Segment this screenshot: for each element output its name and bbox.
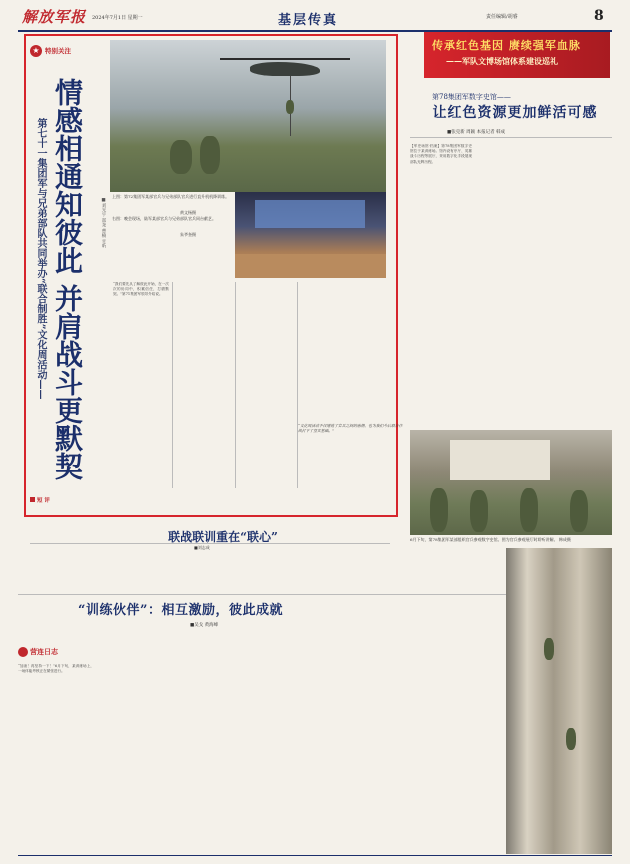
soldier-shape: [544, 638, 554, 660]
section-title: 基层传真: [278, 13, 339, 28]
banner-title: 传承红色基因 赓续强军血脉: [432, 39, 581, 52]
feature-headline: 情感相通知彼此 并肩战斗更默契: [51, 78, 84, 480]
feature-byline: ■刘光宇 郑尧 曹楠 甘昕: [101, 198, 106, 248]
column-rule: [235, 282, 236, 488]
newspaper-logo: 解放军报: [22, 8, 87, 26]
series-banner: [424, 32, 610, 78]
short-comment-label: 短 评: [30, 496, 50, 504]
soldier-shape: [200, 136, 220, 174]
column-rule: [172, 282, 173, 488]
feature-body-col: [175, 282, 231, 422]
exhibit-screen-shape: [450, 440, 550, 480]
right-photo-credit: 韩成摄: [558, 537, 571, 542]
feature-kicker: ★ 特别关注: [30, 40, 71, 59]
editor-credit: 责任编辑/胡睿: [486, 14, 518, 20]
short-comment-byline: ■刘志成: [194, 545, 210, 550]
feature-quote: “文化周活动不仅增进了官兵之间的感情，也为我们今后联合作战打下了坚实基础。”: [298, 423, 403, 434]
helicopter-shape: [250, 62, 320, 76]
square-icon: [30, 497, 35, 502]
feature-lead: “我们要先从了解彼此开始，在一次次的协同中，积累信任，打磨默契。”第71集团军领导介绍说。: [113, 282, 169, 297]
photo2-caption: 右图：晚会现场，陆军某部官兵与兄弟部队官兵同台献艺。: [112, 216, 216, 221]
feature-subhead: 第七十一集团军与兄弟部队共同举办“联合制胜”文化周活动——: [35, 118, 46, 400]
feature-body-col: [237, 282, 293, 422]
bottom-lead: “加油！再坚持一下！”6月下旬，某训练场上，一场体能考核正在紧张进行。: [18, 664, 94, 674]
camp-log-label: 营连日志: [30, 647, 58, 656]
footer-rule: [18, 855, 612, 856]
feature-quote-box: [298, 423, 406, 498]
page-number: 8: [594, 8, 604, 24]
section-rule: [30, 543, 390, 544]
stage-screen-shape: [255, 200, 365, 228]
issue-date: 2024年7月1日 星期一: [92, 15, 143, 21]
right-photo-caption: 6月下旬，第78集团军某部组织官兵参观数字史馆。图为官兵参观展厅时聆听讲解。 韩成摄: [410, 537, 571, 542]
soldier-shape: [566, 728, 576, 750]
star-icon: [18, 647, 28, 657]
right-kicker: 第78集团军数字史馆——: [432, 93, 511, 101]
museum-photo: [410, 430, 612, 535]
soldier-shape: [430, 488, 448, 532]
star-icon: ★: [30, 45, 42, 57]
helicopter-photo: [110, 40, 386, 192]
soldier-shape: [520, 488, 538, 532]
climbing-wall-photo: [506, 548, 612, 854]
soldier-shape: [286, 100, 294, 114]
short-comment-title: 联战联训重在“联心”: [168, 530, 278, 544]
photo1-caption: 上图：第72集团军某部官兵与兄弟部队官兵进行直升机机降训练。: [112, 194, 230, 199]
soldier-shape: [470, 490, 488, 532]
right-byline: ■张克新 周颖 本报记者 韩成: [447, 130, 506, 135]
section-rule: [410, 137, 612, 138]
bottom-headline: “训练伙伴”：相互激励，彼此成就: [78, 603, 283, 618]
right-headline: 让红色资源更加鲜活可感: [432, 105, 598, 121]
rotor-shape: [220, 58, 350, 60]
photo2-credit: 朱爷奎摄: [180, 232, 196, 237]
soldier-shape: [570, 490, 588, 532]
soldier-shape: [170, 140, 192, 174]
photo1-credit: 黄文杨摄: [180, 210, 196, 215]
stage-floor-shape: [235, 254, 386, 278]
concert-photo: [235, 192, 386, 278]
banner-subtitle: ——军队文博场馆体系建设巡礼: [446, 56, 558, 66]
bottom-byline: ■吴戈 黄海峰: [190, 623, 219, 628]
right-lead: 【军史场馆·档案】第78集团军数字史馆位于某训练场。馆内设有序厅、英雄战斗历程等展厅，采用数字化手段展现部队光辉历程。: [410, 144, 472, 164]
